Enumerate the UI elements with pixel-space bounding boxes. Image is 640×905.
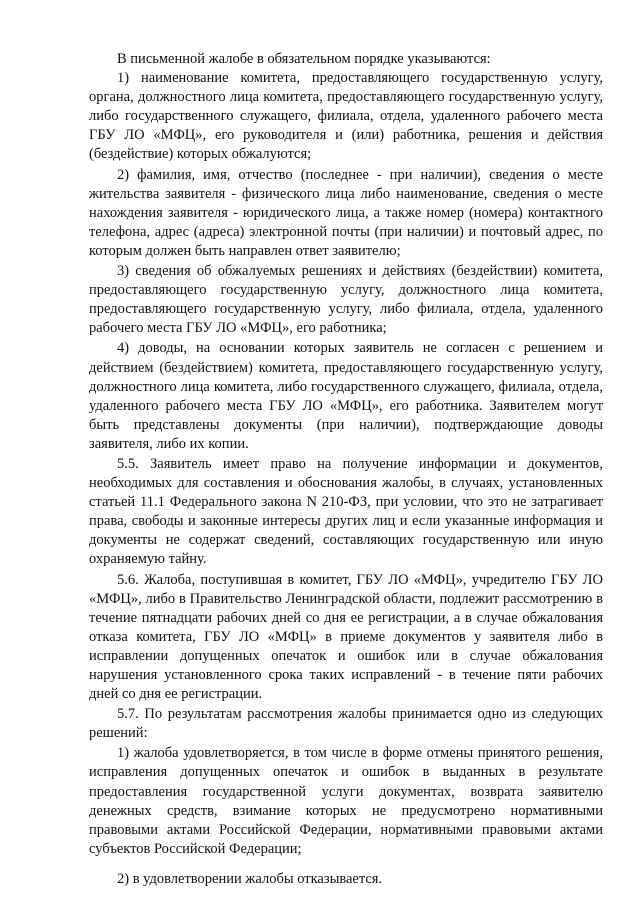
paragraph-decision-1: 1) жалоба удовлетворяется, в том числе в форме отмены принятого решения, исправления допущенных опечаток и ошибок в выданных в результате предоставления государственной услуги документах, возврата заявителю денежных средств, взимание которых не предусмотрено нормативными правовыми актами Российской Федерации, нормативными правовыми актами субъектов Российской Федерации; <box>89 745 603 857</box>
paragraph-5-5: 5.5. Заявитель имеет право на получение информации и документов, необходимых для составления и обоснования жалобы, в случаях, установленных статьей 11.1 Федерального закона N 210-ФЗ, при условии, что это не затрагивает права, свободы и законные интересы других лиц и если указанные информация и документы не содержат сведений, составляющих государственную или иную охраняемую тайну. <box>89 455 603 568</box>
paragraph-item-1-name: 1) наименование комитета, предоставляющего государственную услугу, органа, должностного лица комитета, предоставляющего государственную услугу, либо государственного служащего, филиала, отдела, удаленного рабочего места ГБУ ЛО «МФЦ», его руководителя и (или) работника, решения и действия (бездействие) которых обжалуются; <box>89 70 603 163</box>
paragraph-item-2-applicant: 2) фамилия, имя, отчество (последнее - при наличии), сведения о месте жительства заявителя - физического лица либо наименование, сведения о месте нахождения заявителя - юридического лица, а также номер (номера) контактного телефона, адрес (адреса) электронной почты (при наличии) и почтовый адрес, по которым должен быть направлен ответ заявителю; <box>89 166 603 259</box>
paragraph-5-6: 5.6. Жалоба, поступившая в комитет, ГБУ ЛО «МФЦ», учредителю ГБУ ЛО «МФЦ», либо в Правительство Ленинградской области, подлежит рассмотрению в течение пятнадцати рабочих дней со дня ее регистрации, а в случае обжалования отказа комитета, ГБУ ЛО «МФЦ» в приеме документов у заявителя либо в исправлении допущенных опечаток и ошибок или в случае обжалования нарушения установленного срока таких исправлений - в течение пяти рабочих дней со дня ее регистрации. <box>89 571 603 703</box>
document-body <box>89 50 603 889</box>
paragraph-item-4-arguments: 4) доводы, на основании которых заявитель не согласен с решением и действием (бездействием) комитета, предоставляющего государственную услугу, должностного лица комитета, либо государственного служащего, филиала, отдела, удаленного рабочего места ГБУ ЛО «МФЦ», его работника. Заявителем могут быть представлены документы (при наличии), подтверждающие доводы заявителя, либо их копии. <box>89 340 603 452</box>
paragraph-intro: В письменной жалобе в обязательном порядке указываются: <box>117 51 491 67</box>
paragraph-item-3-decisions: 3) сведения об обжалуемых решениях и действиях (бездействии) комитета, предоставляющего государственную услугу, должностного лица комитета, предоставляющего государственную услугу, либо филиала, отдела, удаленного рабочего места ГБУ ЛО «МФЦ», его работника; <box>89 263 603 337</box>
paragraph-5-7: 5.7. По результатам рассмотрения жалобы принимается одно из следующих решений: <box>89 706 603 742</box>
paragraph-decision-2: 2) в удовлетворении жалобы отказывается. <box>117 870 383 887</box>
